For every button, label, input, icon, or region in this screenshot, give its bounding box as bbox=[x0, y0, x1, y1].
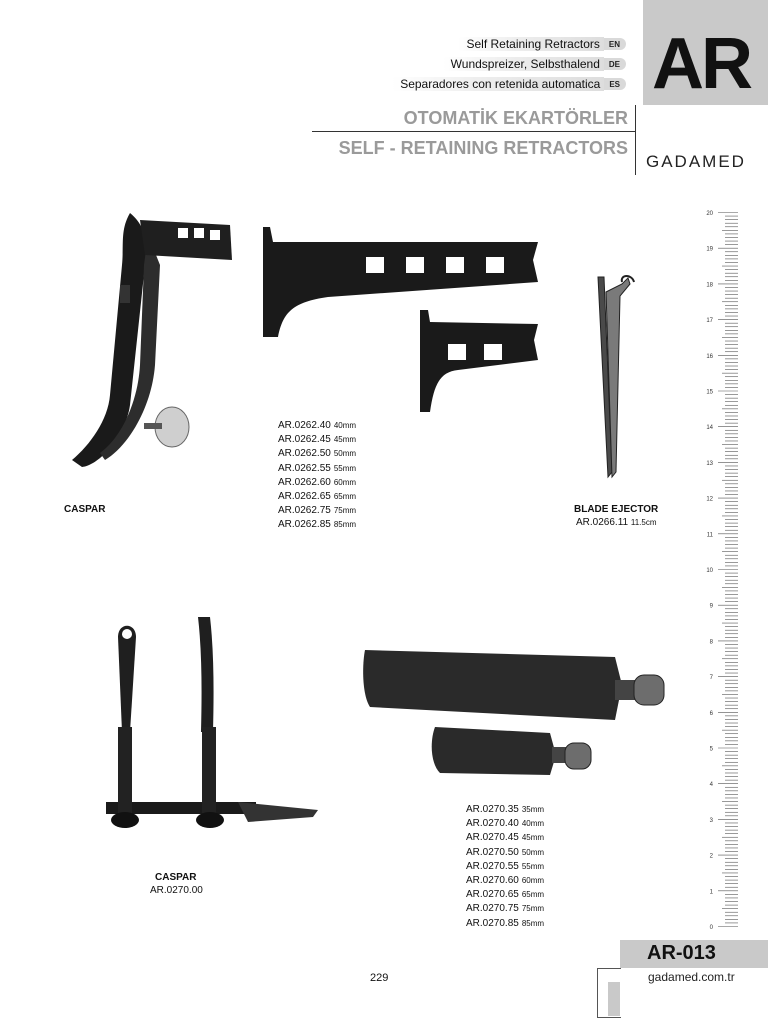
product-size: 45mm bbox=[521, 833, 545, 843]
list-item bbox=[278, 490, 356, 504]
language-text: Self Retaining Retractors bbox=[458, 37, 603, 51]
language-row-de bbox=[443, 56, 626, 72]
list-item bbox=[466, 817, 544, 831]
blade-ejector-label: BLADE EJECTOR bbox=[574, 504, 659, 515]
ruler-label: 5 bbox=[709, 746, 713, 753]
product-size: 60mm bbox=[521, 876, 545, 886]
caspar-retractor-image bbox=[60, 205, 260, 475]
product-size: 55mm bbox=[333, 463, 357, 473]
ruler-label: 16 bbox=[706, 353, 713, 360]
divider-line bbox=[312, 131, 635, 132]
caspar-bottom-code: AR.0270.00 bbox=[150, 885, 203, 896]
language-row-en bbox=[458, 36, 626, 52]
list-item bbox=[278, 447, 356, 461]
product-code: AR.0270.55 bbox=[466, 860, 519, 872]
product-code: AR.0270.50 bbox=[466, 846, 519, 858]
ruler-label: 4 bbox=[709, 782, 713, 789]
product-size: 45mm bbox=[333, 435, 357, 445]
language-code: EN bbox=[604, 38, 626, 50]
retractor-blades-image bbox=[258, 222, 548, 422]
caspar-distractor-image bbox=[98, 612, 328, 842]
blades-top-list bbox=[278, 419, 356, 533]
list-item bbox=[278, 462, 356, 476]
ruler-label: 10 bbox=[706, 568, 713, 574]
list-item bbox=[466, 917, 544, 931]
page-title-en: SELF - RETAINING RETRACTORS bbox=[338, 138, 628, 158]
section-code: AR bbox=[652, 24, 750, 104]
ruler-label: 19 bbox=[706, 246, 713, 253]
list-item bbox=[278, 476, 356, 490]
ruler-label: 17 bbox=[706, 318, 713, 325]
ruler-label: 8 bbox=[709, 639, 713, 646]
ruler-label: 7 bbox=[709, 675, 713, 682]
product-code: AR.0270.75 bbox=[466, 903, 519, 915]
list-item bbox=[466, 860, 544, 874]
ruler-label: 2 bbox=[709, 853, 713, 860]
language-row-es bbox=[392, 76, 626, 92]
caspar-bottom-label: CASPAR bbox=[155, 872, 197, 883]
ruler-label: 9 bbox=[709, 603, 713, 610]
ruler-label: 12 bbox=[706, 496, 713, 503]
product-code: AR.0270.35 bbox=[466, 804, 519, 815]
product-size: 40mm bbox=[333, 421, 357, 430]
list-item bbox=[466, 846, 544, 860]
page-title-tr: OTOMATİK EKARTÖRLER bbox=[403, 108, 628, 128]
product-size: 75mm bbox=[333, 506, 357, 516]
product-code: AR.0262.45 bbox=[278, 434, 331, 446]
product-code: AR.0262.40 bbox=[278, 420, 331, 431]
list-item bbox=[466, 874, 544, 888]
product-size: 50mm bbox=[521, 847, 545, 857]
blades-bottom-list bbox=[466, 803, 544, 931]
product-code: AR.0266.11 bbox=[576, 517, 629, 528]
list-item bbox=[466, 803, 544, 817]
website-link[interactable]: gadamed.com.tr bbox=[648, 970, 735, 984]
list-item bbox=[466, 902, 544, 916]
product-code: AR.0262.50 bbox=[278, 448, 331, 460]
page-code: AR-013 bbox=[647, 942, 716, 964]
product-size: 75mm bbox=[521, 904, 545, 914]
product-code: AR.0270.45 bbox=[466, 832, 519, 844]
language-text: Separadores con retenida automatica bbox=[392, 77, 604, 91]
product-size: 60mm bbox=[333, 477, 357, 487]
blade-ejector-code-row bbox=[576, 517, 657, 528]
product-size: 11.5cm bbox=[630, 518, 657, 527]
divider-line-vertical bbox=[635, 105, 636, 175]
product-size: 55mm bbox=[521, 861, 545, 871]
product-size: 65mm bbox=[333, 492, 357, 502]
page-number: 229 bbox=[370, 972, 389, 984]
product-size: 85mm bbox=[521, 918, 545, 928]
ruler-label: 13 bbox=[706, 460, 713, 467]
language-text: Wundspreizer, Selbsthalend bbox=[443, 57, 604, 71]
product-code: AR.0270.85 bbox=[466, 917, 519, 929]
ruler-label: 18 bbox=[706, 282, 713, 289]
caspar-blades-image bbox=[360, 645, 670, 785]
product-code: AR.0270.40 bbox=[466, 818, 519, 830]
product-size: 40mm bbox=[521, 819, 545, 829]
product-code: AR.0262.75 bbox=[278, 505, 331, 517]
product-code: AR.0262.85 bbox=[278, 519, 331, 531]
product-code: AR.0262.55 bbox=[278, 462, 331, 474]
product-code: AR.0270.60 bbox=[466, 875, 519, 887]
ruler-label: 1 bbox=[709, 889, 713, 896]
ruler-label: 15 bbox=[706, 389, 713, 396]
blade-ejector-image bbox=[590, 272, 640, 482]
ruler-label: 6 bbox=[709, 710, 713, 717]
product-size: 50mm bbox=[333, 449, 357, 459]
list-item bbox=[466, 831, 544, 845]
list-item bbox=[278, 419, 356, 433]
product-size: 85mm bbox=[333, 520, 357, 530]
product-size: 35mm bbox=[521, 805, 545, 814]
list-item bbox=[466, 888, 544, 902]
list-item bbox=[278, 504, 356, 518]
ruler-label: 20 bbox=[706, 211, 713, 217]
caspar-top-label: CASPAR bbox=[64, 504, 106, 515]
ruler-label: 0 bbox=[709, 925, 713, 931]
brand-logo: GADAMED bbox=[646, 152, 746, 171]
ruler-label: 3 bbox=[709, 817, 713, 824]
language-code: DE bbox=[604, 58, 626, 70]
language-code: ES bbox=[604, 78, 626, 90]
product-code: AR.0270.65 bbox=[466, 889, 519, 901]
list-item bbox=[278, 433, 356, 447]
product-code: AR.0262.65 bbox=[278, 491, 331, 503]
ruler-label: 14 bbox=[706, 425, 713, 432]
product-code: AR.0262.60 bbox=[278, 476, 331, 488]
product-size: 65mm bbox=[521, 890, 545, 900]
footer-block bbox=[608, 982, 620, 1016]
ruler-label: 11 bbox=[706, 532, 713, 539]
list-item bbox=[278, 518, 356, 532]
measurement-ruler bbox=[706, 211, 738, 931]
